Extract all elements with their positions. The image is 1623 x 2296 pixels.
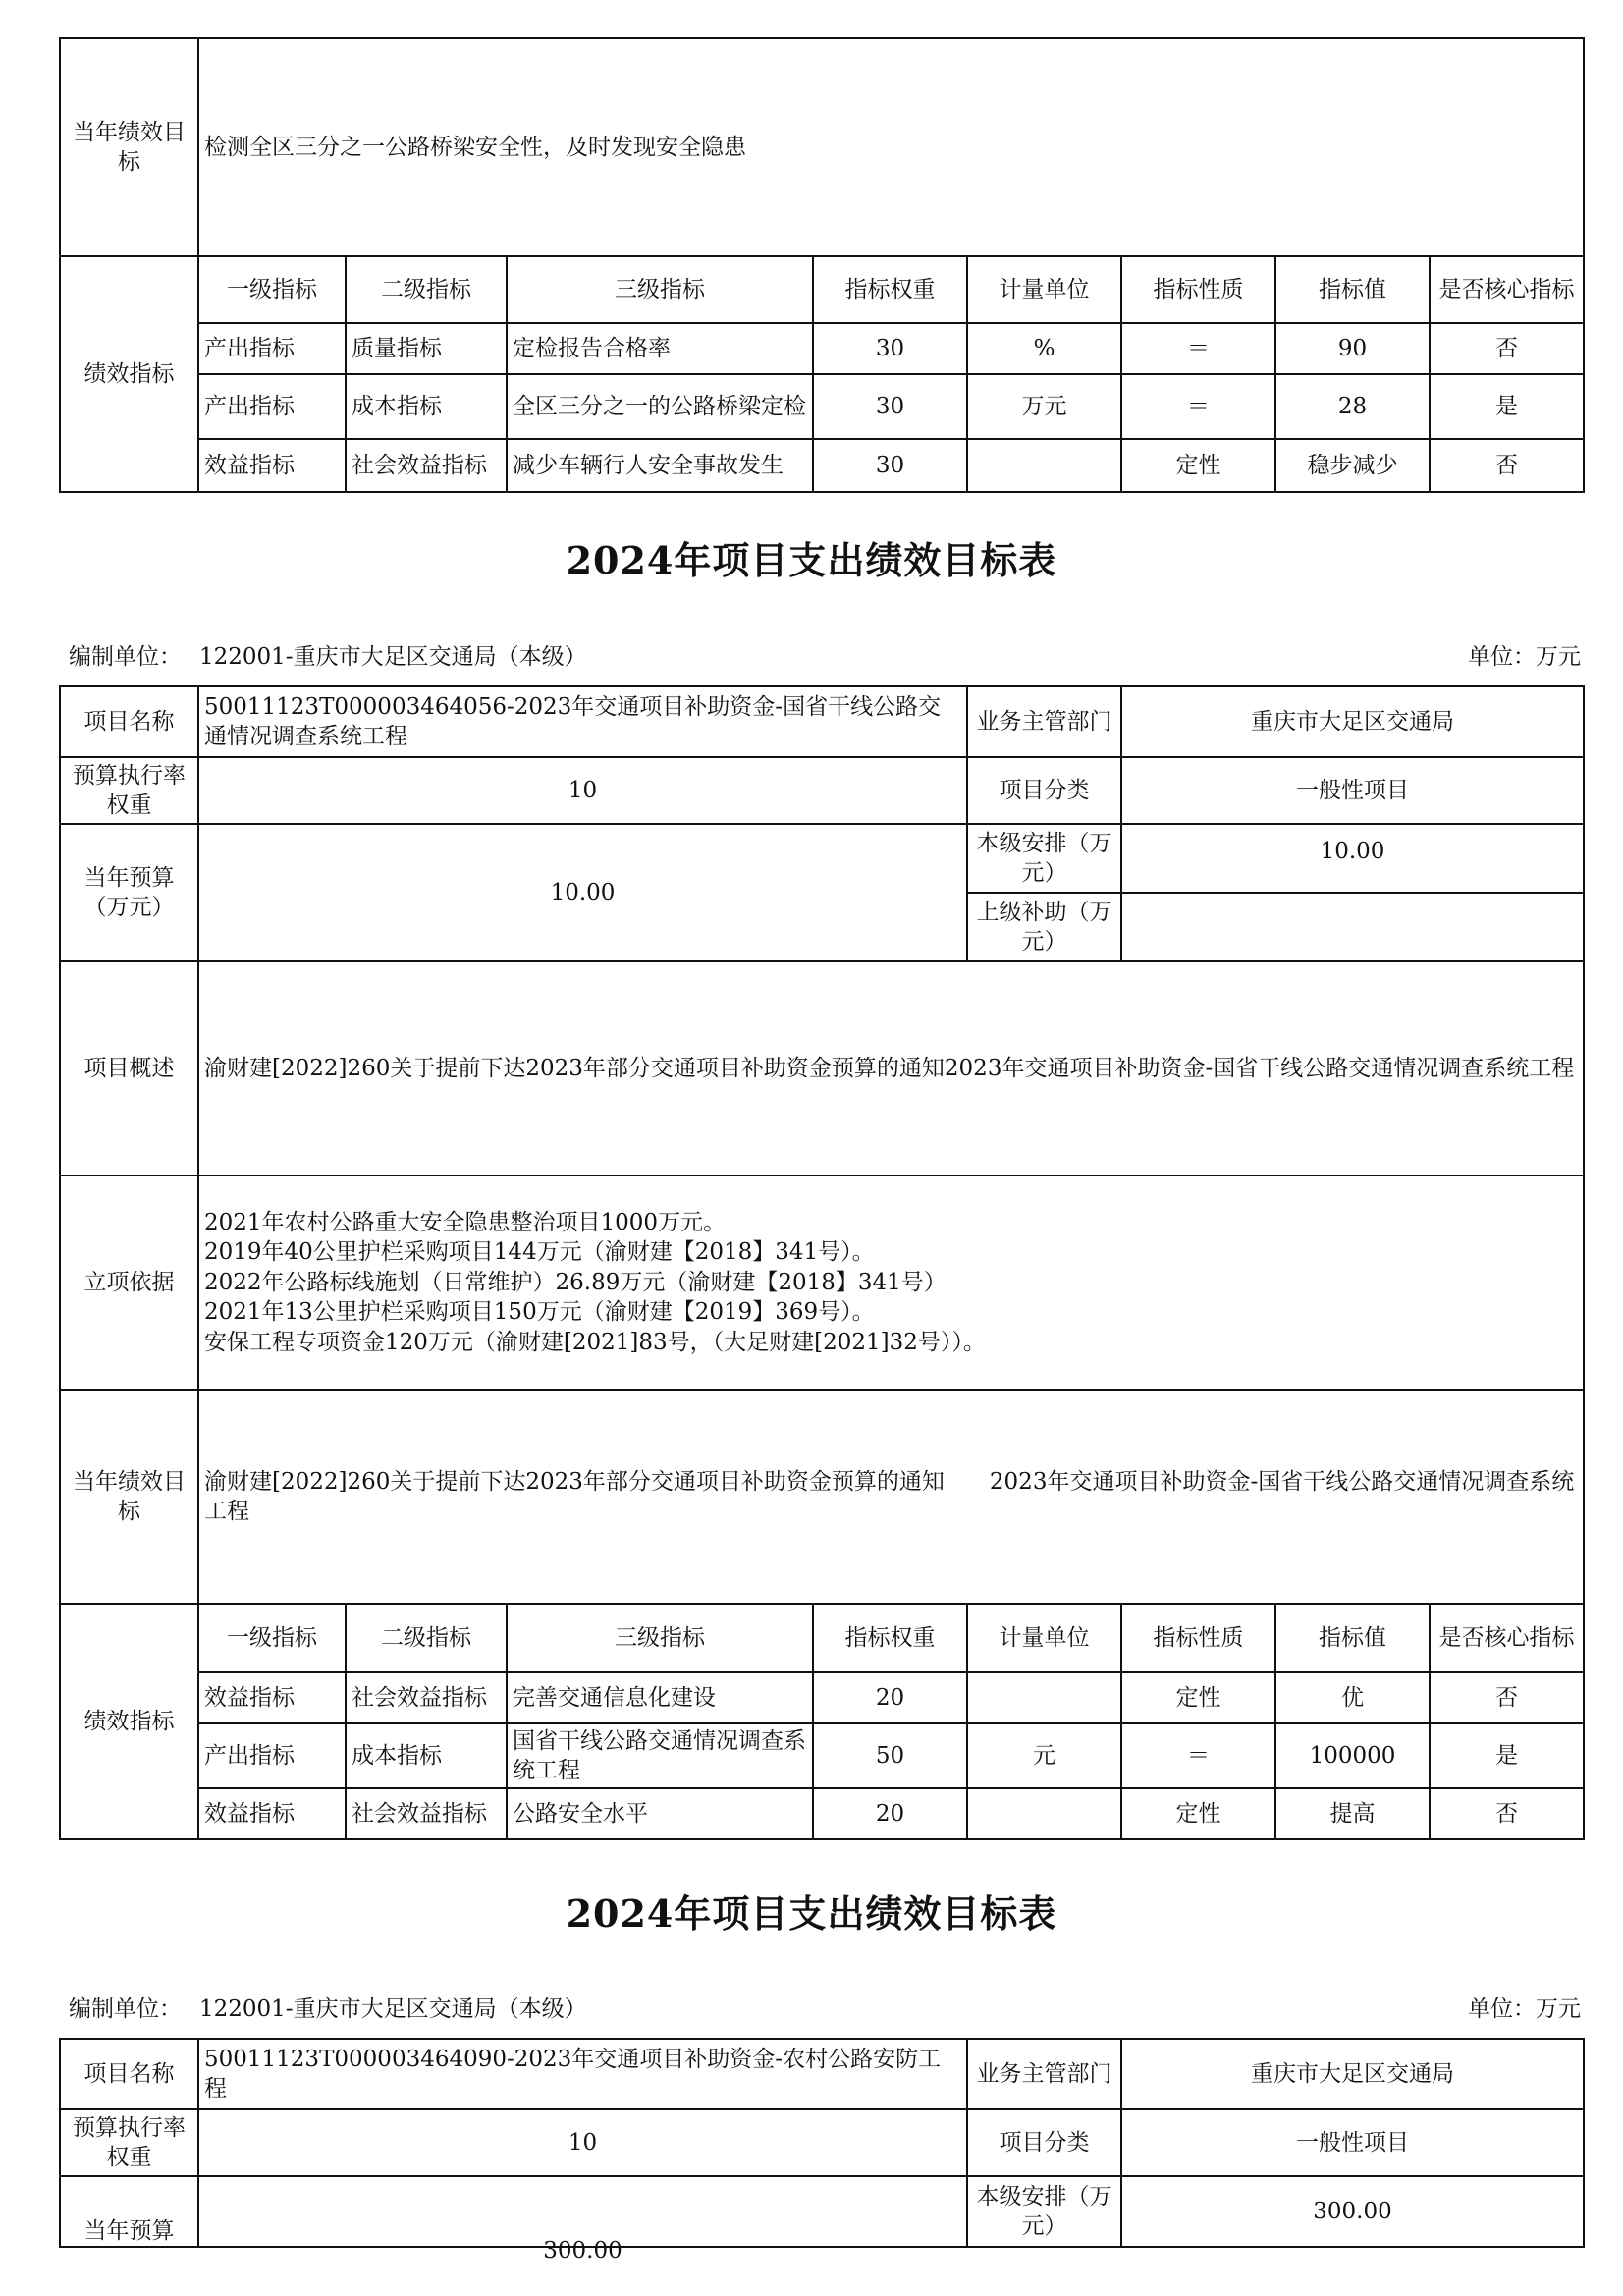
header-cell: 指标权重 — [813, 256, 967, 323]
goal-text: 检测全区三分之一公路桥梁安全性，及时发现安全隐患 — [198, 38, 1584, 256]
cell: 公路安全水平 — [507, 1788, 813, 1839]
project-name: 50011123T000003464056-2023年交通项目补助资金-国省干线公路交通情况调查系统工程 — [198, 686, 967, 757]
basis-line: 2022年公路标线施划（日常维护）26.89万元（渝财建【2018】341号） — [204, 1269, 947, 1295]
basis-line: 安保工程专项资金120万元（渝财建[2021]83号，（大足财建[2021]32号））。 — [204, 1329, 986, 1355]
header-cell: 是否核心指标 — [1430, 1604, 1584, 1672]
unit-label: 编制单位： — [69, 1996, 182, 2022]
cell: 效益指标 — [198, 1788, 346, 1839]
header-cell: 二级指标 — [346, 1604, 507, 1672]
cell: 定性 — [1121, 1788, 1275, 1839]
perf-label: 绩效指标 — [60, 1604, 198, 1839]
basis-line: 2021年农村公路重大安全隐患整治项目1000万元。 — [204, 1210, 727, 1236]
basis-line: 2019年40公里护栏采购项目144万元（渝财建【2018】341号）。 — [204, 1239, 875, 1266]
budget-value-text: 300.00 — [543, 2237, 622, 2264]
unit-label: 编制单位： — [69, 644, 182, 670]
table-row — [60, 1788, 1584, 1839]
dept-label: 业务主管部门 — [967, 686, 1121, 757]
section-2-table-fragment — [59, 2038, 1587, 2264]
basis-label: 立项依据 — [60, 1175, 198, 1390]
header-cell: 是否核心指标 — [1430, 256, 1584, 323]
header-cell: 一级指标 — [198, 256, 346, 323]
cell: 国省干线公路交通情况调查系统工程 — [507, 1723, 813, 1788]
cell: 30 — [813, 374, 967, 439]
cell: 万元 — [967, 374, 1121, 439]
local-label: 本级安排（万元） — [967, 2176, 1121, 2247]
budget-label: 当年预算（万元） — [60, 824, 198, 961]
cell: 质量指标 — [346, 323, 507, 374]
currency-unit: 单位：万元 — [1468, 644, 1581, 670]
cell: 定性 — [1121, 439, 1275, 492]
cell: 全区三分之一的公路桥梁定检 — [507, 374, 813, 439]
cell: 20 — [813, 1788, 967, 1839]
category-value: 一般性项目 — [1121, 2109, 1584, 2176]
cell: ＝ — [1121, 1723, 1275, 1788]
table-row — [60, 1672, 1584, 1723]
cell: 社会效益指标 — [346, 439, 507, 492]
budget-label: 当年预算 — [60, 2176, 198, 2247]
cell: 产出指标 — [198, 1723, 346, 1788]
header-cell: 指标性质 — [1121, 1604, 1275, 1672]
cell: 社会效益指标 — [346, 1672, 507, 1723]
weight-label: 预算执行率权重 — [60, 2109, 198, 2176]
cell: 社会效益指标 — [346, 1788, 507, 1839]
table-row — [60, 374, 1584, 439]
project-name-label: 项目名称 — [60, 686, 198, 757]
cell: 30 — [813, 439, 967, 492]
category-label: 项目分类 — [967, 2109, 1121, 2176]
unit-value: 122001-重庆市大足区交通局（本级） — [199, 644, 587, 670]
dept-value: 重庆市大足区交通局 — [1121, 2039, 1584, 2109]
category-label: 项目分类 — [967, 757, 1121, 824]
cell: 否 — [1430, 1672, 1584, 1723]
local-value: 300.00 — [1121, 2176, 1584, 2247]
basis-line: 2021年13公里护栏采购项目150万元（渝财建【2019】369号）。 — [204, 1299, 875, 1326]
cell: 是 — [1430, 374, 1584, 439]
budget-value — [198, 2176, 967, 2264]
header-cell: 一级指标 — [198, 1604, 346, 1672]
section-1-table — [59, 685, 1585, 1840]
currency-unit: 单位：万元 — [1468, 1996, 1581, 2022]
local-value: 10.00 — [1121, 824, 1584, 893]
table-row — [60, 323, 1584, 374]
table-row — [60, 439, 1584, 492]
section-1-table-fragment — [59, 685, 1587, 1844]
first-table — [59, 37, 1585, 493]
cell: 产出指标 — [198, 374, 346, 439]
section-meta — [69, 638, 1581, 671]
perf-label: 绩效指标 — [60, 256, 198, 492]
first-table-fragment — [59, 37, 1587, 495]
header-cell: 三级指标 — [507, 1604, 813, 1672]
cell: 成本指标 — [346, 374, 507, 439]
header-cell: 二级指标 — [346, 256, 507, 323]
goal-label: 当年绩效目标 — [60, 1390, 198, 1604]
upper-label: 上级补助（万元） — [967, 893, 1121, 961]
cell: 元 — [967, 1723, 1121, 1788]
cell: 完善交通信息化建设 — [507, 1672, 813, 1723]
cell: 50 — [813, 1723, 967, 1788]
upper-value — [1121, 893, 1584, 961]
cell: ＝ — [1121, 374, 1275, 439]
table-row — [60, 1723, 1584, 1788]
cell: 效益指标 — [198, 439, 346, 492]
section-meta — [69, 1991, 1581, 2023]
cell: 定性 — [1121, 1672, 1275, 1723]
overview-text: 渝财建[2022]260关于提前下达2023年部分交通项目补助资金预算的通知2023年交通项目补助资金-国省干线公路交通情况调查系统工程 — [198, 961, 1584, 1175]
cell: 优 — [1275, 1672, 1430, 1723]
cell: 否 — [1430, 1788, 1584, 1839]
weight-value: 10 — [198, 2109, 967, 2176]
header-cell: 指标权重 — [813, 1604, 967, 1672]
cell: 30 — [813, 323, 967, 374]
overview-label: 项目概述 — [60, 961, 198, 1175]
page-title: 2024年项目支出绩效目标表 — [566, 538, 1057, 582]
section-2-table — [59, 2038, 1585, 2264]
local-label: 本级安排（万元） — [967, 824, 1121, 893]
cell: 否 — [1430, 439, 1584, 492]
dept-value: 重庆市大足区交通局 — [1121, 686, 1584, 757]
weight-label: 预算执行率权重 — [60, 757, 198, 824]
cell: 否 — [1430, 323, 1584, 374]
cell: 提高 — [1275, 1788, 1430, 1839]
cell: 产出指标 — [198, 323, 346, 374]
header-cell: 三级指标 — [507, 256, 813, 323]
category-value: 一般性项目 — [1121, 757, 1584, 824]
cell — [967, 1672, 1121, 1723]
unit-value: 122001-重庆市大足区交通局（本级） — [199, 1996, 587, 2022]
header-cell: 计量单位 — [967, 1604, 1121, 1672]
cell: 成本指标 — [346, 1723, 507, 1788]
dept-label: 业务主管部门 — [967, 2039, 1121, 2109]
header-cell: 计量单位 — [967, 256, 1121, 323]
goal-text: 渝财建[2022]260关于提前下达2023年部分交通项目补助资金预算的通知 2023年交通项目补助资金-国省干线公路交通情况调查系统工程 — [198, 1390, 1584, 1604]
cell: 定检报告合格率 — [507, 323, 813, 374]
project-name-label: 项目名称 — [60, 2039, 198, 2109]
cell: 28 — [1275, 374, 1430, 439]
project-name: 50011123T000003464090-2023年交通项目补助资金-农村公路安防工程 — [198, 2039, 967, 2109]
basis-text — [198, 1175, 1584, 1390]
cell: 稳步减少 — [1275, 439, 1430, 492]
cell — [967, 439, 1121, 492]
budget-value: 10.00 — [198, 824, 967, 961]
header-cell: 指标值 — [1275, 256, 1430, 323]
cell: 90 — [1275, 323, 1430, 374]
weight-value: 10 — [198, 757, 967, 824]
page-title: 2024年项目支出绩效目标表 — [566, 1891, 1057, 1936]
header-cell: 指标性质 — [1121, 256, 1275, 323]
cell: 20 — [813, 1672, 967, 1723]
cell: % — [967, 323, 1121, 374]
goal-label: 当年绩效目标 — [60, 38, 198, 256]
cell — [967, 1788, 1121, 1839]
header-cell: 指标值 — [1275, 1604, 1430, 1672]
cell: ＝ — [1121, 323, 1275, 374]
cell: 是 — [1430, 1723, 1584, 1788]
cell: 效益指标 — [198, 1672, 346, 1723]
cell: 减少车辆行人安全事故发生 — [507, 439, 813, 492]
cell: 100000 — [1275, 1723, 1430, 1788]
